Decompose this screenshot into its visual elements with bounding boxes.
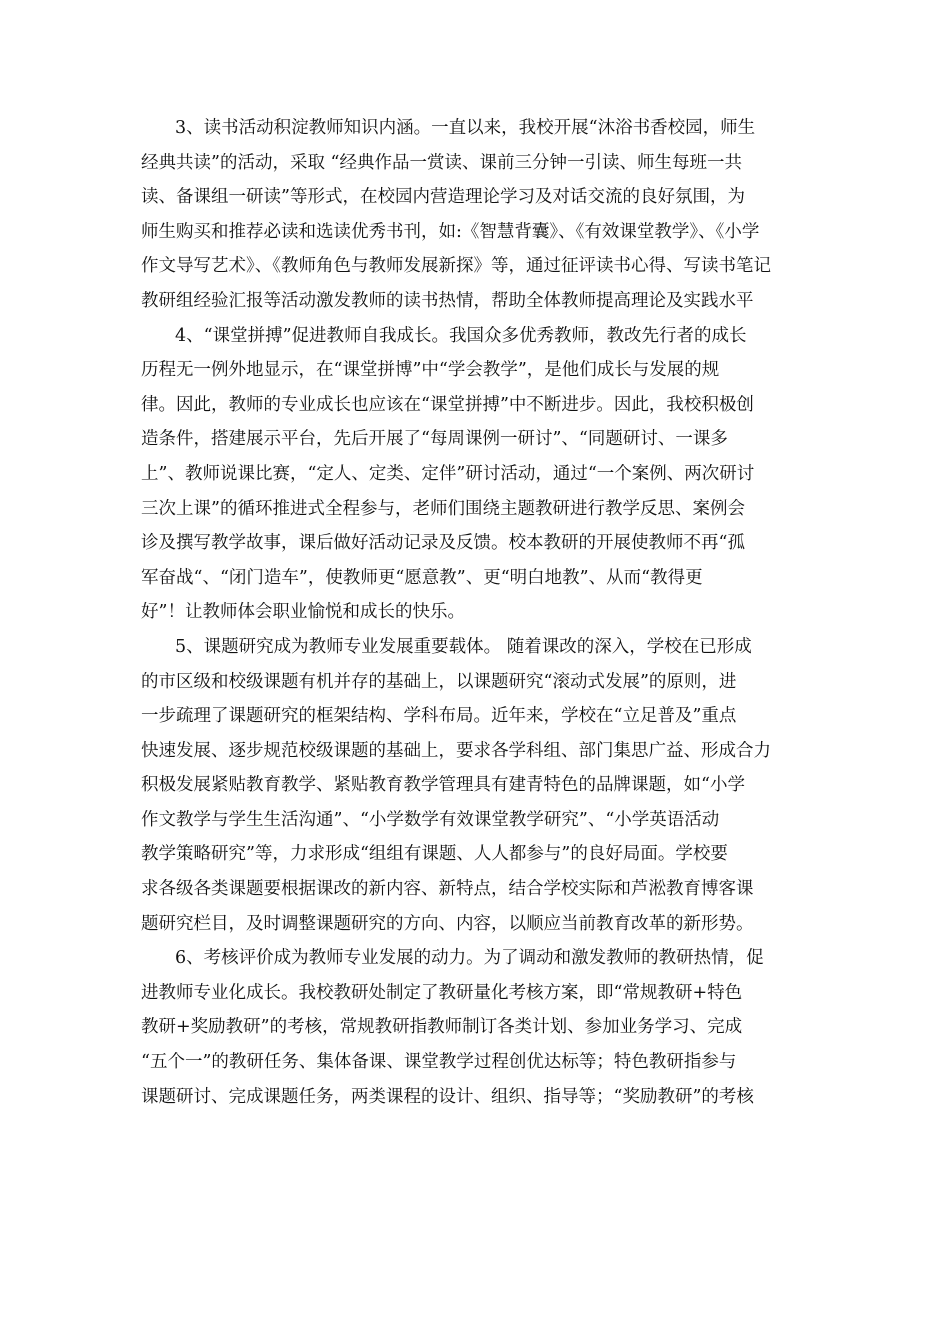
paragraph-classroom-effort (141, 319, 813, 630)
text-line: 历程无一例外地显示，在“课堂拼博”中“学会教学”，是他们成长与发展的规 (141, 360, 720, 381)
text-line: 诊及撰写教学故事，课后做好活动记录及反馈。校本教研的开展使教师不再“孤 (141, 533, 745, 554)
text-line: 4、“课堂拼搏”促进教师自我成长。我国众多优秀教师，教改先行者的成长 (175, 325, 747, 346)
text-line: 教学策略研究”等，力求形成“组组有课题、人人都参与”的良好局面。学校要 (141, 844, 728, 865)
text-line: 造条件，搭建展示平台，先后开展了“每周课例一研讨”、“同题研讨、一课多 (141, 429, 728, 450)
text-line: 军奋战“、“闭门造车”，使教师更“愿意教”、更“明白地教”、从而“教得更 (141, 567, 703, 588)
text-line: 三次上课”的循环推进式全程参与，老师们围绕主题教研进行教学反思、案例会 (141, 498, 745, 519)
text-line: 课题研讨、完成课题任务，两类课程的设计、组织、指导等；“奖励教研”的考核 (141, 1086, 754, 1107)
paragraph-topic-research (141, 630, 813, 941)
text-line: 求各级各类课题要根据课改的新内容、新特点，结合学校实际和芦淞教育博客课 (141, 879, 754, 900)
paragraph-assessment (141, 941, 813, 1114)
text-line: 一步疏理了课题研究的框架结构、学科布局。近年来，学校在“立足普及”重点 (141, 706, 737, 727)
text-line: 律。因此，教师的专业成长也应该在“课堂拼搏”中不断进步。因此，我校积极创 (141, 394, 754, 415)
text-line: 师生购买和推荐必读和选读优秀书刊，如:《智慧背囊》、《有效课堂教学》、《小学 (141, 221, 760, 242)
text-line: 好”！让教师体会职业愉悦和成长的快乐。 (141, 602, 465, 623)
text-line: 教研+奖励教研”的考核，常规教研指教师制订各类计划、参加业务学习、完成 (141, 1017, 743, 1038)
paragraph-reading-activity (141, 111, 813, 319)
text-line: “五个一”的教研任务、集体备课、课堂教学过程创优达标等；特色教研指参与 (141, 1052, 737, 1073)
text-line: 经典共读”的活动，采取 “经典作品一赏读、课前三分钟一引读、师生每班一共 (141, 152, 742, 173)
text-line: 的市区级和校级课题有机并存的基础上，以课题研究“滚动式发展”的原则，进 (141, 671, 737, 692)
text-line: 3、读书活动积淀教师知识内涵。一直以来，我校开展“沐浴书香校园，师生 (175, 118, 756, 138)
document-body (141, 111, 813, 1114)
text-line: 作文导写艺术》、《教师角色与教师发展新探》等，通过征评读书心得、写读书笔记 (141, 256, 771, 277)
text-line: 读、备课组一研读”等形式，在校园内营造理论学习及对话交流的良好氛围，为 (141, 187, 745, 208)
text-line: 作文教学与学生生活沟通”、“小学数学有效课堂教学研究”、“小学英语活动 (141, 809, 720, 830)
text-line: 进教师专业化成长。我校教研处制定了教研量化考核方案，即“常规教研+特色 (141, 982, 743, 1003)
text-line: 积极发展紧贴教育教学、紧贴教育教学管理具有建青特色的品牌课题，如“小学 (141, 775, 745, 796)
text-line: 教研组经验汇报等活动激发教师的读书热情，帮助全体教师提高理论及实践水平 (141, 290, 754, 311)
text-line: 5、课题研究成为教师专业发展重要载体。 随着课改的深入，学校在已形成 (175, 636, 752, 657)
text-line: 6、考核评价成为教师专业发展的动力。为了调动和激发教师的教研热情，促 (175, 948, 764, 969)
text-line: 快速发展、逐步规范校级课题的基础上，要求各学科组、部门集思广益、形成合力 (141, 740, 771, 761)
text-line: 题研究栏目，及时调整课题研究的方向、内容，以顺应当前教育改革的新形势。 (141, 913, 754, 934)
text-line: 上”、教师说课比赛，“定人、定类、定伴”研讨活动，通过“一个案例、两次研讨 (141, 463, 755, 484)
